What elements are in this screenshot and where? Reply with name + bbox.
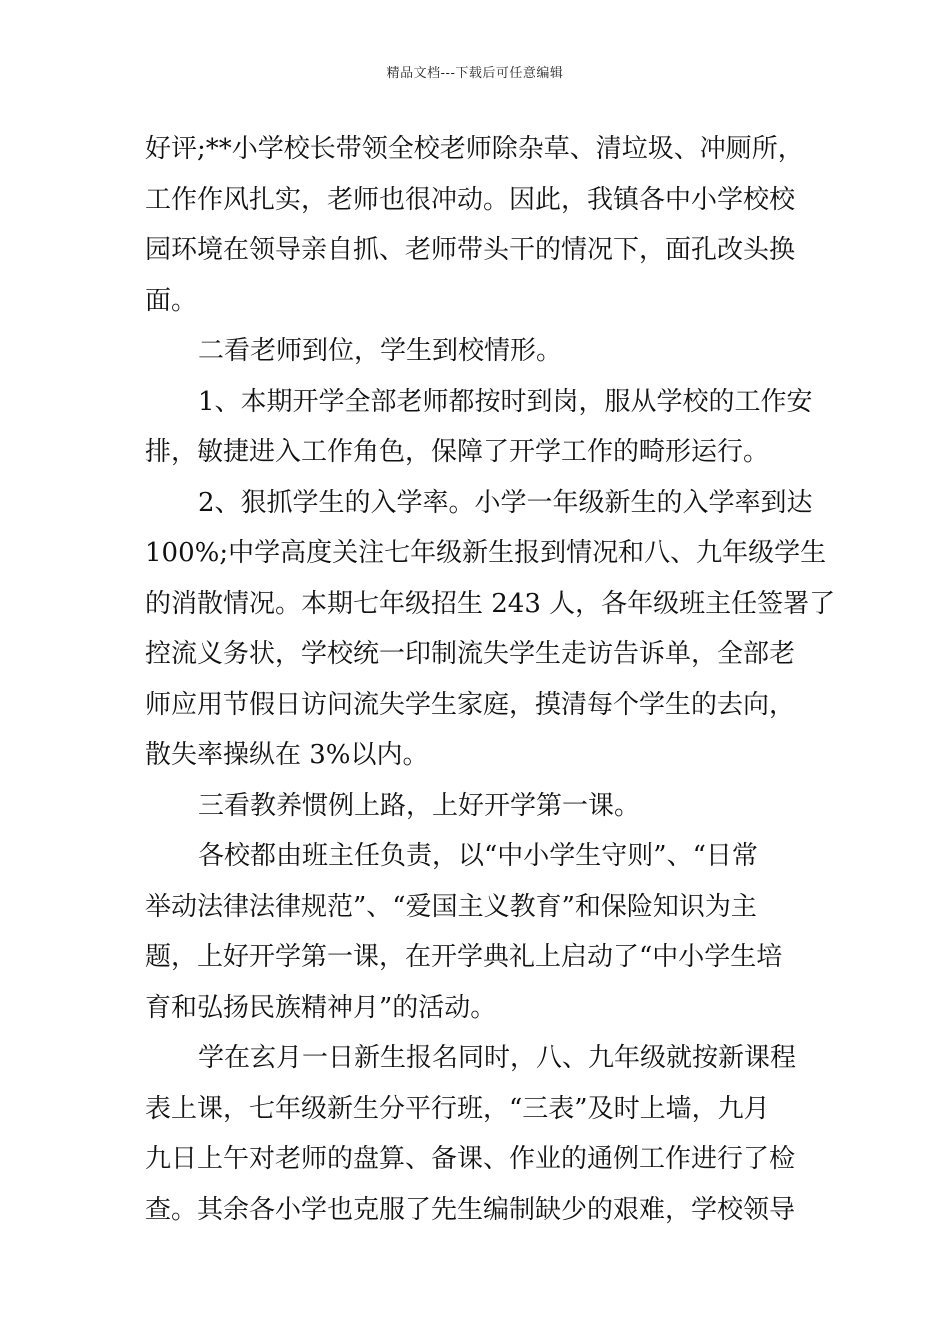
text-line: 的消散情况。本期七年级招生 243 人，各年级班主任签署了	[145, 588, 836, 619]
text-line: 查。其余各小学也克服了先生编制缺少的艰难，学校领导	[145, 1194, 796, 1225]
text-line: 各校都由班主任负责，以“中小学生守则”、“日常	[198, 841, 758, 871]
page-header: 精品文档---下载后可任意编辑	[386, 66, 564, 81]
text-line: 表上课，七年级新生分平行班，“三表”及时上墙，九月	[145, 1093, 770, 1124]
text-line: 2、狠抓学生的入学率。小学一年级新生的入学率到达	[198, 487, 813, 518]
text-line: 100%;中学高度关注七年级新生报到情况和八、九年级学生	[145, 538, 827, 568]
text-line: 师应用节假日访问流失学生家庭，摸清每个学生的去向，	[145, 689, 796, 720]
text-line: 举动法律法律规范”、“爱国主义教育”和保险知识为主	[145, 891, 757, 922]
text-line: 二看老师到位，学生到校情形。	[198, 336, 563, 366]
text-line: 题，上好开学第一课，在开学典礼上启动了“中小学生培	[145, 942, 783, 972]
text-line: 面。	[145, 285, 198, 316]
text-line: 学在玄月一日新生报名同时，八、九年级就按新课程	[198, 1043, 797, 1073]
document-body	[145, 124, 836, 1235]
text-line: 九日上午对老师的盘算、备课、作业的通例工作进行了检	[145, 1144, 796, 1174]
text-line: 育和弘扬民族精神月”的活动。	[145, 992, 497, 1023]
text-line: 散失率操纵在 3%以内。	[145, 740, 429, 770]
text-line: 1、本期开学全部老师都按时到岗，服从学校的工作安	[198, 386, 813, 417]
text-line: 三看教养惯例上路，上好开学第一课。	[198, 790, 641, 821]
text-line: 好评;**小学校长带领全校老师除杂草、清垃圾、冲厕所，	[145, 134, 804, 164]
text-line: 工作作风扎实，老师也很冲动。因此，我镇各中小学校校	[145, 184, 796, 215]
text-line: 排，敏捷进入工作角色，保障了开学工作的畸形运行。	[145, 437, 770, 467]
text-line: 园环境在领导亲自抓、老师带头干的情况下，面孔改头换	[145, 235, 796, 265]
text-line: 控流义务状，学校统一印制流失学生走访告诉单，全部老	[145, 639, 796, 669]
